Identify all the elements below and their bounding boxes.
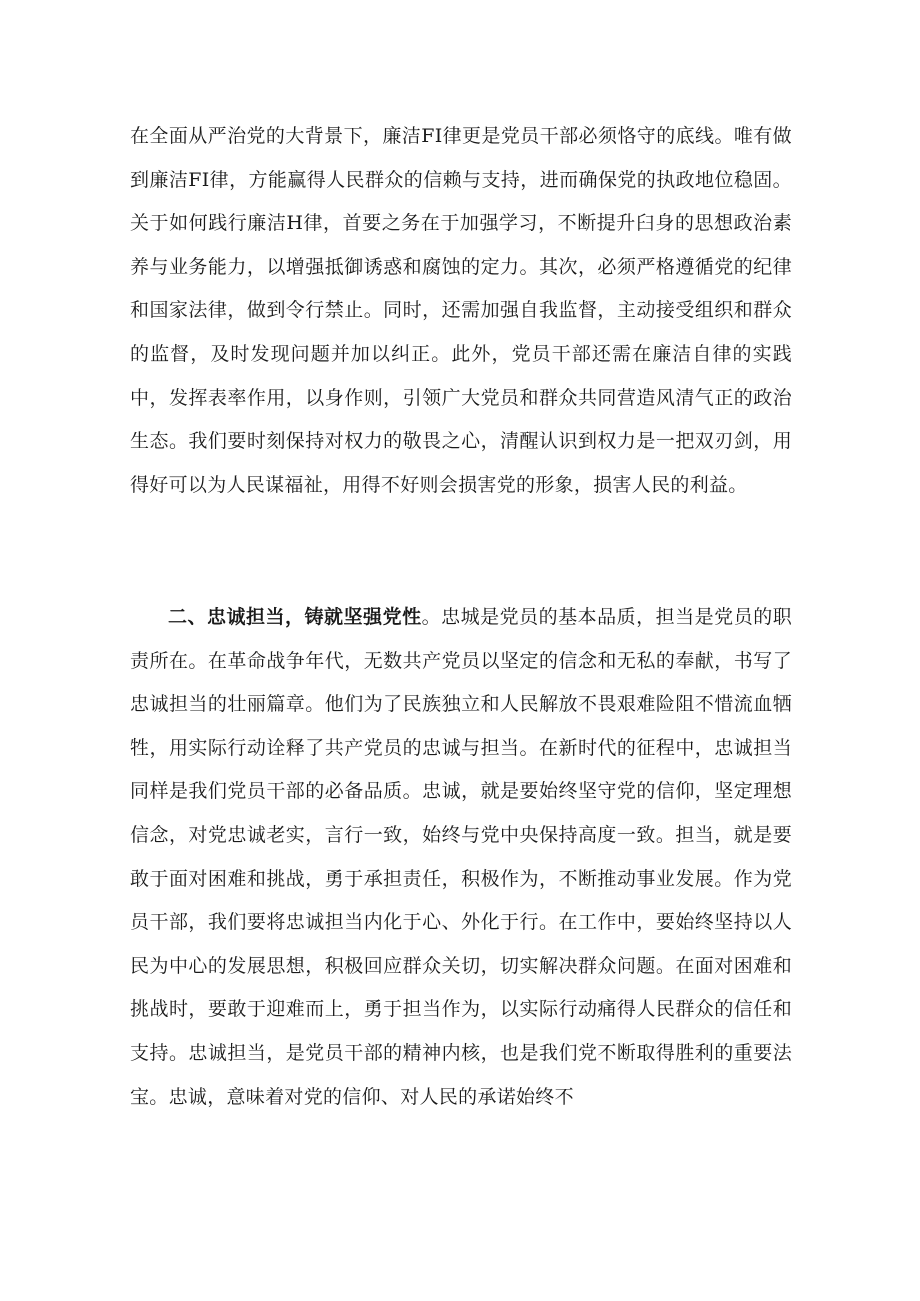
paragraph-integrity-discipline xyxy=(130,115,792,507)
section-heading: 二、忠诚担当，铸就坚强党性 xyxy=(168,606,422,628)
paragraph-text: 在全面从严治党的大背景下，廉洁FI律更是党员干部必须恪守的底线。唯有做到廉洁FI律，方能赢得人民群众的信赖与支持，进而确保党的执政地位稳固。关于如何践行廉洁H律，首要之务在于加强学习，不断提升臼身的思想政治素养与业务能力，以增强抵御诱惑和腐蚀的定力。其次，必须严格遵循党的纪律和国家法律，做到令行禁止。同时，还需加强自我监督，主动接受组织和群众的监督，及时发现问题并加以纠正。此外，党员干部还需在廉洁自律的实践中，发挥表率作用，以身作则，引领广大党员和群众共同营造风清气正的政治生态。我们要时刻保持对权力的敬畏之心，清醒认识到权力是一把双刃剑，用得好可以为人民谋福祉，用得不好则会损害党的形象，损害人民的利益。 xyxy=(130,125,792,496)
paragraph-loyalty-responsibility xyxy=(130,596,792,1119)
paragraph-text: 。忠城是党员的基本品质，担当是党员的职责所在。在革命战争年代，无数共产党员以坚定的信念和无私的奉献，书写了忠诚担当的壮丽篇章。他们为了民族独立和人民解放不畏艰难险阻不惜流血牺牲，用实际行动诠释了共产党员的忠诚与担当。在新时代的征程中，忠诚担当同样是我们党员干部的必备品质。忠诚，就是要始终坚守党的信仰，坚定理想信念，对党忠诚老实，言行一致，始终与党中央保持高度一致。担当，就是要敢于面对困难和挑战，勇于承担责任，积极作为，不断推动事业发展。作为党员干部，我们要将忠诚担当内化于心、外化于行。在工作中，要始终坚持以人民为中心的发展思想，积极回应群众关切，切实解决群众问题。在面对困难和挑战时，要敢于迎难而上，勇于担当作为，以实际行动痛得人民群众的信任和支持。忠诚担当，是党员干部的精神内核，也是我们党不断取得胜利的重要法宝。忠诚，意味着对党的信仰、对人民的承诺始终不 xyxy=(130,606,793,1108)
